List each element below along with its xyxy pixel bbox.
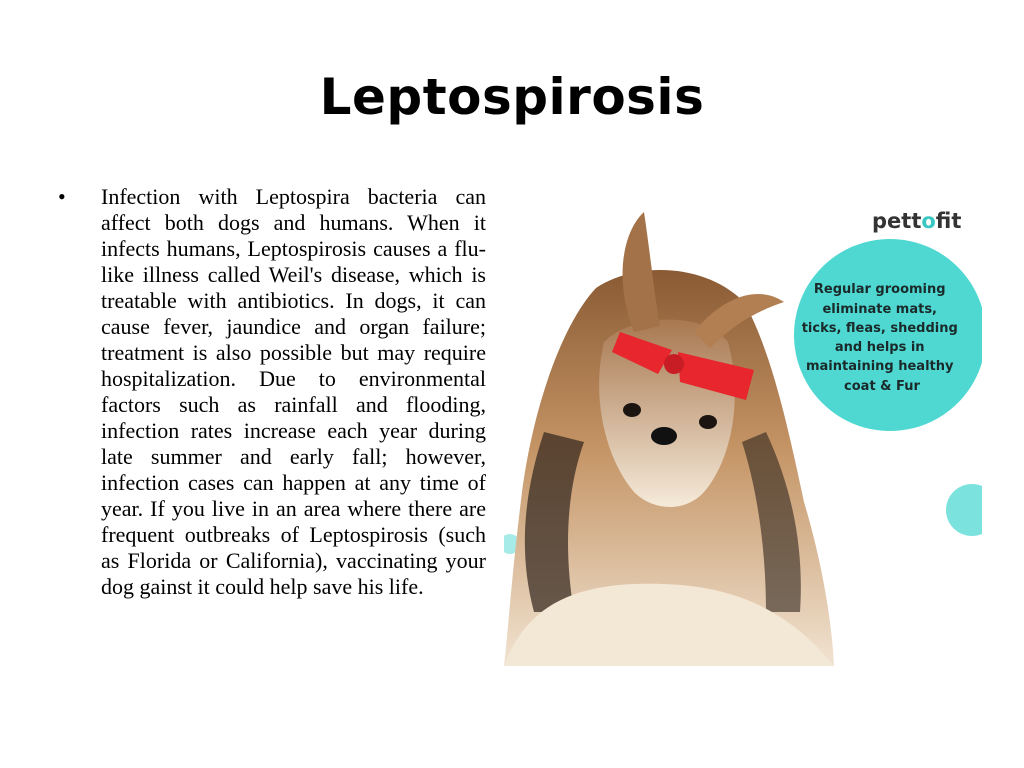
badge-line: Regular grooming: [813, 282, 946, 297]
slide-title: Leptospirosis: [319, 68, 705, 126]
badge-line: coat & Fur: [844, 379, 920, 394]
badge-line: maintaining healthy: [805, 359, 954, 374]
bullet-list: [58, 184, 486, 600]
bullet-item: [58, 184, 486, 600]
badge-line: and helps in: [834, 340, 925, 355]
brand-logo: pettofit: [872, 209, 962, 233]
bullet-text: Infection with Leptospira bacteria can affect both dogs and humans. When it infects humans, Leptospirosis causes a flu-like illness called Weil's disease, which is treatable with antibiotics. In dogs, it can cause fever, jaundice and organ failure; treatment is also possible but may require hospitalization. Due to environmental factors such as rainfall and flooding, infection rates increase each year during late summer and early fall; however, infection cases can happen at any time of year. If you live in an area where there are frequent outbreaks of Leptospirosis (such as Florida or California), vaccinating your dog gainst it could help save his life.: [101, 184, 486, 599]
badge-line: ticks, fleas, shedding: [801, 321, 958, 336]
badge-line: eliminate mats,: [822, 302, 937, 317]
bullet-dot: •: [58, 184, 66, 209]
dog-grooming-image: [504, 192, 982, 666]
